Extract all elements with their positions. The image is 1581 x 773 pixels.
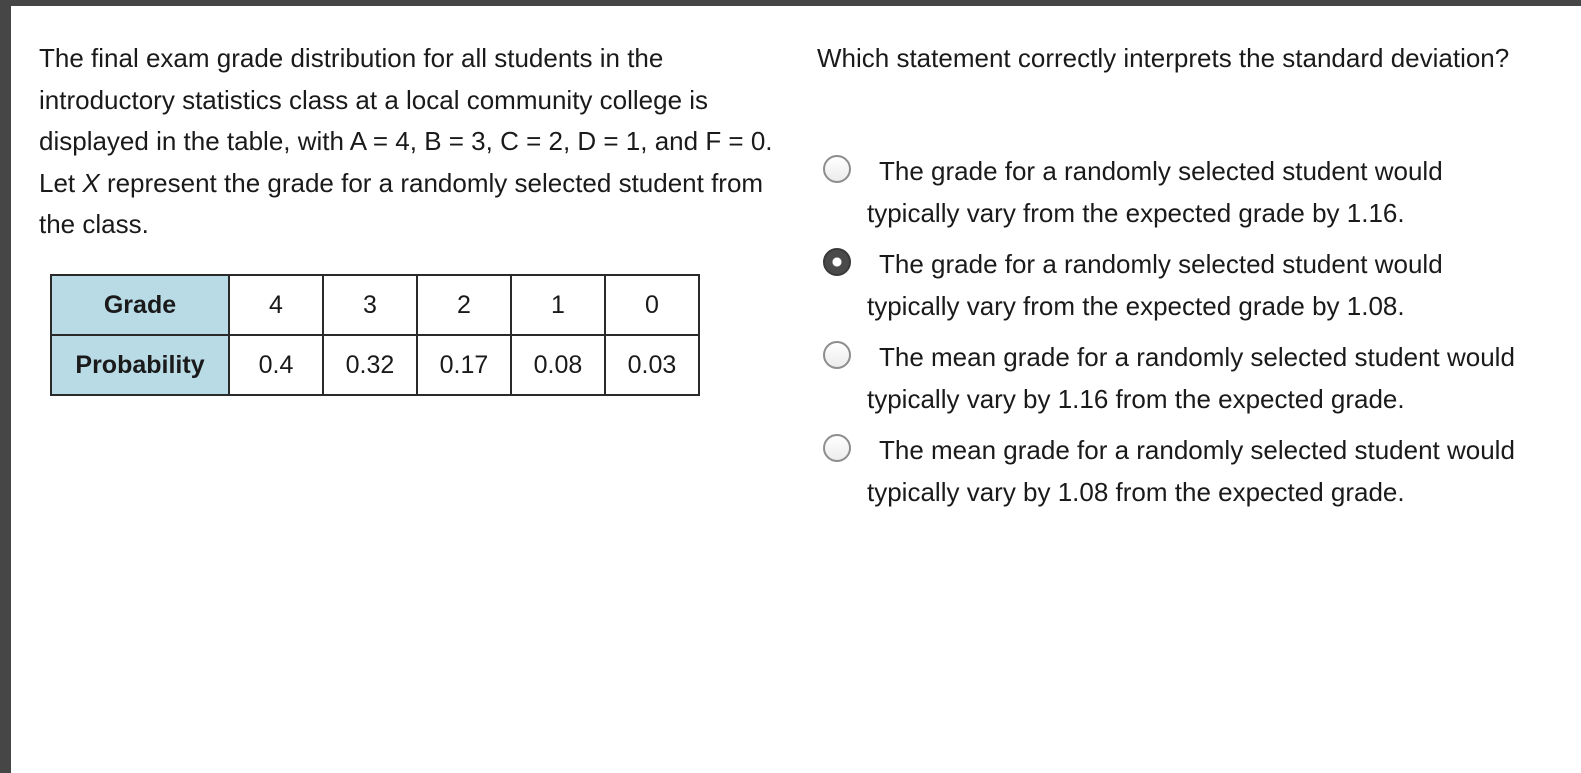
answer-option-text: The grade for a randomly selected student would typically vary from the expected grade by 1.16. <box>867 156 1443 228</box>
probability-cell: 0.32 <box>323 335 417 395</box>
stem-part-1: The final exam grade distribution for all students in the introductory statistics class at a local community college is displayed in the table, with A = 4, B = 3, C = 2, D = 1, and F = 0. Let <box>39 43 773 198</box>
problem-stem-area <box>39 38 779 379</box>
radio-button[interactable] <box>823 434 851 462</box>
variable-x: X <box>82 167 100 198</box>
radio-button[interactable] <box>823 248 851 276</box>
probability-row <box>51 335 699 395</box>
problem-stem <box>39 38 779 246</box>
answer-option[interactable] <box>817 150 1537 234</box>
grade-cell: 3 <box>323 275 417 335</box>
probability-cell: 0.03 <box>605 335 699 395</box>
answer-option-text: The grade for a randomly selected student would typically vary from the expected grade by 1.08. <box>867 249 1443 321</box>
radio-button[interactable] <box>823 341 851 369</box>
answer-option[interactable] <box>817 429 1537 513</box>
grade-cell: 2 <box>417 275 511 335</box>
grade-header: Grade <box>51 275 229 335</box>
probability-cell: 0.08 <box>511 335 605 395</box>
probability-cell: 0.4 <box>229 335 323 395</box>
content-panel <box>11 6 1581 773</box>
probability-cell: 0.17 <box>417 335 511 395</box>
radio-button[interactable] <box>823 155 851 183</box>
stem-part-2: represent the grade for a randomly selected student from the class. <box>39 167 764 239</box>
answer-option-text: The mean grade for a randomly selected student would typically vary by 1.08 from the expected grade. <box>867 435 1515 507</box>
grade-distribution-table <box>50 274 700 396</box>
answer-option[interactable] <box>817 243 1537 327</box>
grade-cell: 0 <box>605 275 699 335</box>
question-prompt: Which statement correctly interprets the standard deviation? <box>817 43 1510 73</box>
answer-options <box>817 150 1537 513</box>
grade-cell: 1 <box>511 275 605 335</box>
grade-row <box>51 275 699 335</box>
grade-cell: 4 <box>229 275 323 335</box>
question-area <box>817 38 1537 507</box>
answer-option[interactable] <box>817 336 1537 420</box>
answer-option-text: The mean grade for a randomly selected student would typically vary by 1.16 from the expected grade. <box>867 342 1515 414</box>
probability-header: Probability <box>51 335 229 395</box>
